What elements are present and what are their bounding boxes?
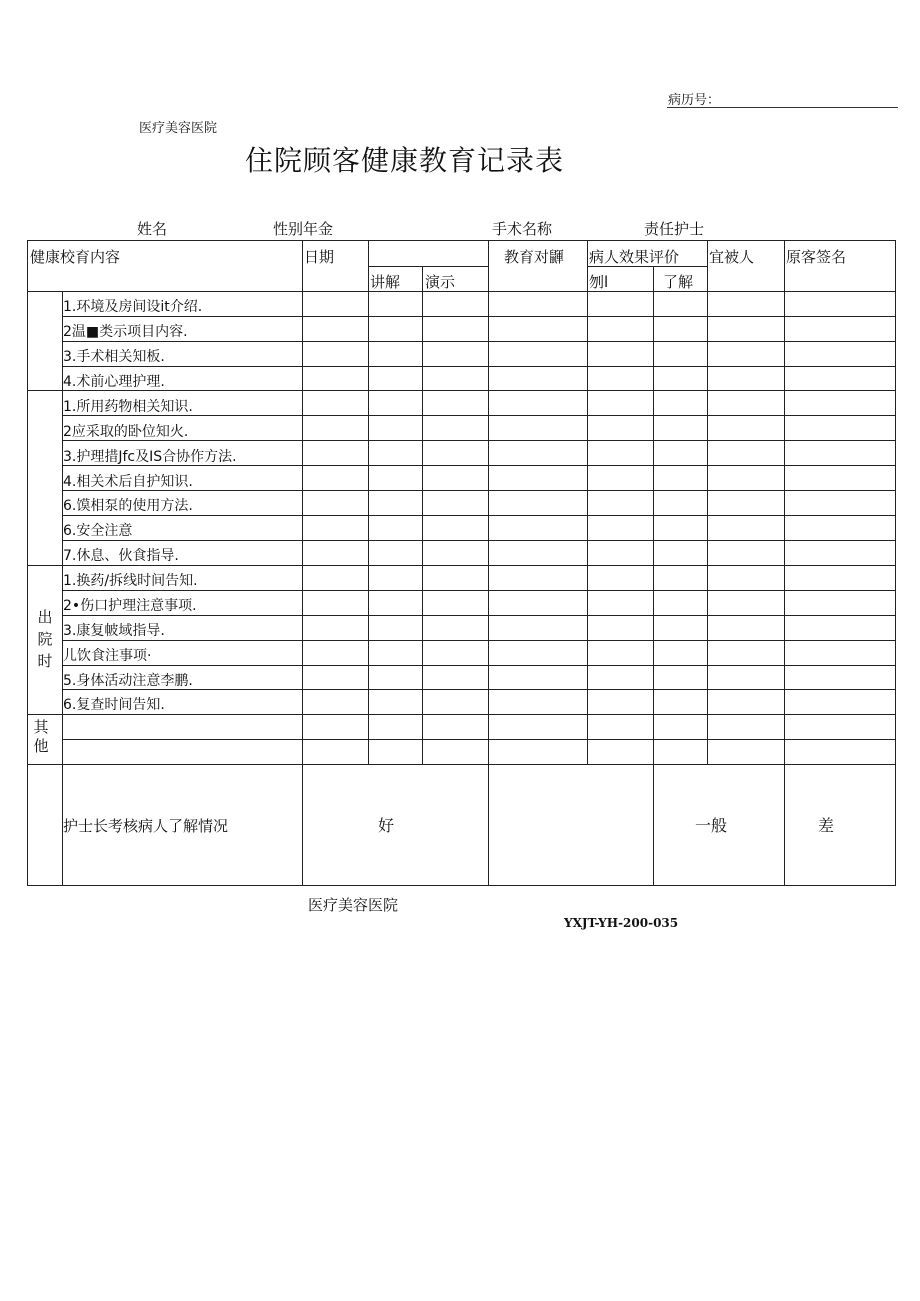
assessment-good: 好: [378, 816, 395, 835]
list-item: 儿饮食注事项·: [63, 648, 152, 664]
header-effect-sub1: 刎l: [589, 273, 609, 291]
header-education-content: 健康校育内容: [30, 248, 121, 266]
responsible-nurse-label: 责任护士: [644, 220, 705, 238]
list-item: 4.术前心理护理.: [63, 374, 165, 390]
section-label-other-text: 其他: [33, 718, 49, 755]
hospital-name-small: 医疗美容医院: [139, 121, 218, 136]
header-educator: 宜被人: [709, 248, 755, 266]
header-demo: 演示: [425, 273, 456, 291]
header-effect-evaluation: 病人效果评价: [589, 248, 680, 266]
assessment-label: 护士长考核病人了解情况: [63, 817, 229, 835]
section-label-discharge-text: 出院时: [37, 608, 53, 670]
section-label-discharge: [33, 606, 57, 672]
list-item: 5.身体活动注意李鹏.: [63, 673, 193, 689]
list-item: 6.复查时间告知.: [63, 697, 165, 713]
page-title: 住院顾客健康教育记录表: [245, 144, 565, 177]
gender-age-label: 性别年金: [273, 220, 334, 238]
name-label: 姓名: [137, 220, 168, 238]
record-no-field[interactable]: [667, 107, 898, 108]
header-effect-understand: 了解: [663, 273, 694, 291]
footer-hospital: 医疗美容医院: [308, 896, 399, 914]
header-date: 日期: [304, 248, 335, 266]
list-item: 7.休息、伙食指导.: [63, 548, 179, 564]
section-label-other: [29, 718, 53, 757]
list-item: 1.所用药物相关知识.: [63, 399, 193, 415]
list-item: 3.护理措Jfc及IS合协作方法.: [63, 449, 237, 465]
surgery-name-label: 手术名称: [492, 220, 553, 238]
list-item: 6.馍相泵的使用方法.: [63, 498, 193, 514]
list-item: 6.安全注意: [63, 523, 133, 539]
list-item: 2温■类示项目内容.: [63, 324, 188, 340]
header-education-target: 教育对鼲: [504, 248, 565, 266]
list-item: 3.手术相关知板.: [63, 349, 165, 365]
form-code: YXJT-YH-200-035: [564, 916, 679, 930]
header-lecture: 讲解: [370, 273, 401, 291]
list-item: 4.相关术后自护知识.: [63, 474, 193, 490]
list-item: 2•伤口护理注意事项.: [63, 598, 197, 614]
list-item: 1.换药/拆线时间告知.: [63, 573, 198, 589]
assessment-average: 一般: [695, 816, 728, 835]
record-no-label: 病历号：: [668, 93, 721, 108]
list-item: 2应采取的卧位知火.: [63, 424, 189, 440]
assessment-poor: 差: [818, 816, 835, 835]
list-item: 3.康复帔域指导.: [63, 623, 165, 639]
header-signature: 原客签名: [786, 248, 847, 266]
list-item: 1.环境及房间设it介绍.: [63, 299, 203, 315]
